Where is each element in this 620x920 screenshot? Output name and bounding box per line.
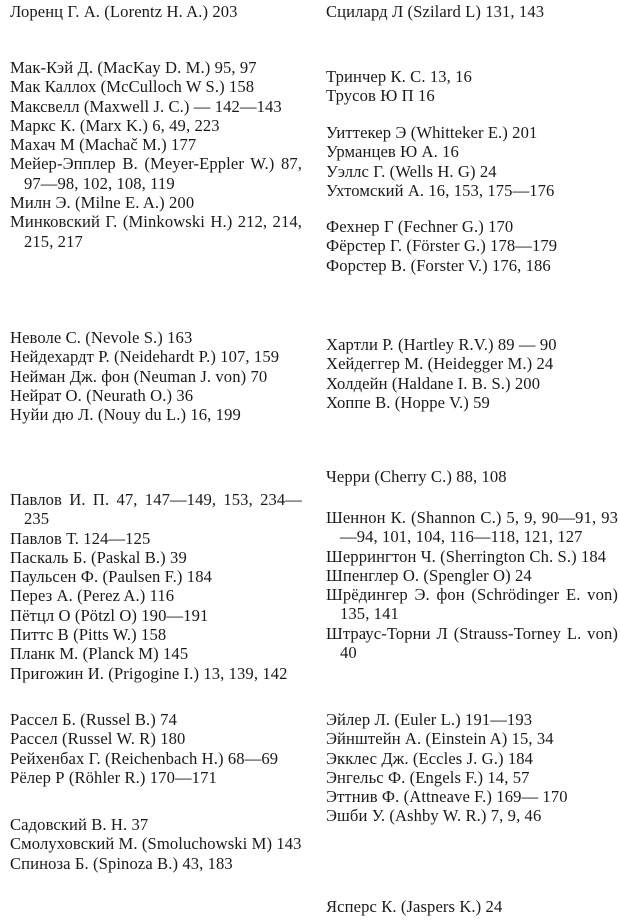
index-entry: Эйлер Л. (Euler L.) 191—193 [326,710,533,729]
index-letter-group [326,2,618,21]
index-entry: Эттнив Ф. (Attneave F.) 169— 170 [326,787,568,807]
index-entry: Форстер В. (Forster V.) 176, 186 [326,255,551,275]
index-entry: Пригожин И. (Prigogine I.) 13, 139, 142 [10,663,288,683]
index-entry: Хартли Р. (Hartley R.V.) 89 — 90 [326,335,557,354]
index-entry: Штраус-Торни Л (Strauss-Torney L. von) 40 [326,623,618,663]
index-entry: Тринчер К. С. 13, 16 [326,67,472,86]
index-entry: Эшби У. (Ashby W. R.) 7, 9, 46 [326,806,542,826]
index-entry: Павлов Т. 124—125 [10,528,151,548]
index-entry: Питтс В (Pitts W.) 158 [10,625,167,645]
index-entry: Шеррингтон Ч. (Sherrington Ch. S.) 184 [326,546,607,566]
index-entry: Урманцев Ю А. 16 [326,142,459,162]
index-entry: Нейдехардт Р. (Neidehardt P.) 107, 159 [10,347,280,367]
index-entry: Уиттекер Э (Whitteker E.) 201 [326,123,538,142]
index-entry: Шпенглер О. (Spengler O) 24 [326,565,532,585]
index-letter-group [326,897,618,916]
index-entry: Эйнштейн А. (Einstein A) 15, 34 [326,729,554,749]
index-entry: Паульсен Ф. (Paulsen F.) 184 [10,567,212,587]
index-entry: Махач М (Machač M.) 177 [10,135,197,155]
index-letter-group [10,58,302,251]
index-entry: Минковский Г. (Minkowski H.) 212, 214, 215, 217 [10,212,302,251]
index-entry: Спиноза Б. (Spinoza B.) 43, 183 [10,853,233,873]
index-letter-group [10,2,302,21]
index-entry: Шрёдингер Э. фон (Schrödinger E. von) 135, 141 [326,585,618,624]
index-entry: Рейхенбах Г. (Reichenbach H.) 68—69 [10,748,279,768]
index-entry: Трусов Ю П 16 [326,86,435,106]
index-entry: Перез А. (Perez A.) 116 [10,586,175,606]
index-letter-group [10,490,302,683]
index-letter-group [326,335,618,412]
index-entry: Смолуховский М. (Smoluchowski M) 143 [10,834,302,854]
index-entry: Хоппе В. (Hoppe V.) 59 [326,392,490,412]
index-entry: Рёлер Р (Röhler R.) 170—171 [10,767,217,787]
index-entry: Ясперс К. (Jaspers K.) 24 [326,897,503,916]
index-entry: Планк М. (Planck M) 145 [10,644,189,664]
index-entry: Хейдеггер М. (Heidegger M.) 24 [326,354,554,374]
index-letter-group [10,815,302,873]
index-entry: Павлов И. П. 47, 147—149, 153, 234—235 [10,490,302,529]
index-entry: Черри (Cherry C.) 88, 108 [326,467,507,486]
index-entry: Пётцл О (Pötzl O) 190—191 [10,605,209,625]
index-entry: Экклес Дж. (Eccles J. G.) 184 [326,748,534,768]
index-entry: Милн Э. (Milne E. A.) 200 [10,193,195,213]
index-entry: Фёрстер Г. (Förster G.) 178—179 [326,236,558,256]
index-entry: Мак Каллох (McCulloch W S.) 158 [10,77,255,97]
index-letter-group [326,508,618,662]
index-letter-group [326,710,618,826]
index-entry: Неволе С. (Nevole S.) 163 [10,328,193,347]
index-entry: Ухтомский А. 16, 153, 175—176 [326,180,555,200]
index-entry: Нуйи дю Л. (Nouy du L.) 16, 199 [10,405,241,425]
index-entry: Шеннон К. (Shannon C.) 5, 9, 90—91, 93—94, 101, 104, 116—118, 121, 127 [326,508,618,547]
index-entry: Сцилард Л (Szilard L) 131, 143 [326,2,545,21]
index-entry: Нейман Дж. фон (Neuman J. von) 70 [10,366,268,386]
index-entry: Мейер-Эпплер В. (Meyer-Eppler W.) 87, 97—98, 102, 108, 119 [10,154,302,193]
index-entry: Маркс К. (Marx K.) 6, 49, 223 [10,115,220,135]
index-entry: Нейрат О. (Neurath O.) 36 [10,385,194,405]
index-entry: Холдейн (Haldane I. B. S.) 200 [326,373,541,393]
index-entry: Фехнер Г (Fechner G.) 170 [326,217,514,236]
index-entry: Лоренц Г. А. (Lorentz H. A.) 203 [10,2,238,21]
index-entry: Паскаль Б. (Paskal B.) 39 [10,547,187,567]
index-letter-group [326,67,618,106]
index-entry: Рассел Б. (Russel B.) 74 [10,710,177,729]
index-letter-group [326,123,618,200]
index-entry: Рассел (Russel W. R) 180 [10,729,186,749]
index-letter-group [10,328,302,424]
index-letter-group [326,467,618,486]
index-letter-group [10,710,302,787]
index-entry: Мак-Кэй Д. (MacKay D. M.) 95, 97 [10,58,257,77]
index-entry: Энгельс Ф. (Engels F.) 14, 57 [326,767,530,787]
index-entry: Садовский В. Н. 37 [10,815,149,834]
index-entry: Максвелл (Maxwell J. C.) — 142—143 [10,96,282,116]
index-letter-group [326,217,618,275]
index-entry: Уэллс Г. (Wells H. G) 24 [326,161,497,181]
